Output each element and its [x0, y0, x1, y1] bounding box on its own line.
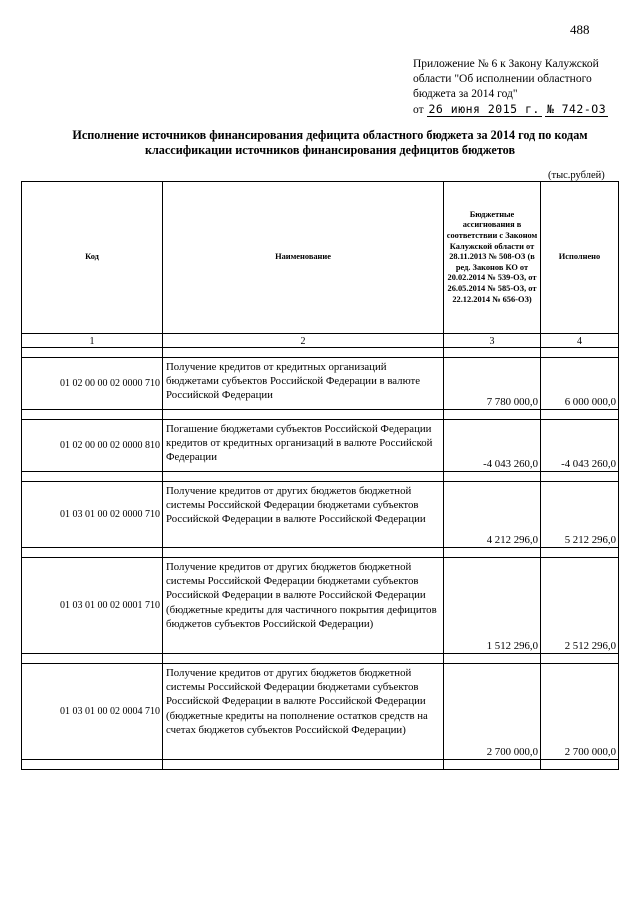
row-executed: 2 700 000,0 — [541, 664, 619, 760]
appendix-number: № 742-ОЗ — [546, 102, 607, 116]
row-budget: 4 212 296,0 — [444, 482, 541, 548]
column-number: 1 — [22, 334, 163, 348]
appendix-date-line — [413, 102, 623, 118]
table-row — [22, 358, 619, 410]
row-name: Получение кредитов от других бюджетов бюджетной системы Российской Федерации бюджетами субъектов Российской Федерации в валюте Российской Федерации (бюджетные кредиты на пополнение остатков средств на счетах бюджетов субъектов Российской Федерации) — [163, 664, 444, 760]
spacer-row — [22, 410, 619, 420]
row-executed: 6 000 000,0 — [541, 358, 619, 410]
header-budget: Бюджетные ассигнования в соответствии с Законом Калужской области от 28.11.2013 № 508-ОЗ (в ред. Законов КО от 20.02.2014 № 539-ОЗ, от 26.05.2014 № 585-ОЗ, от 22.12.2014 № 656-ОЗ) — [444, 182, 541, 334]
unit-label: (тыс.рублей) — [548, 170, 605, 181]
row-executed: 5 212 296,0 — [541, 482, 619, 548]
column-number: 4 — [541, 334, 619, 348]
spacer-row — [22, 348, 619, 358]
appendix-from-label: от — [413, 104, 424, 116]
sources-table — [21, 181, 619, 770]
header-code: Код — [22, 182, 163, 334]
appendix-line-2: области "Об исполнении областного — [413, 73, 592, 85]
row-name: Получение кредитов от других бюджетов бюджетной системы Российской Федерации бюджетами субъектов Российской Федерации в валюте Российской Федерации — [163, 482, 444, 548]
page-number: 488 — [570, 22, 590, 37]
table-row — [22, 664, 619, 760]
title-line-2: классификации источников финансирования дефицитов бюджетов — [144, 143, 516, 157]
document-title — [40, 128, 620, 158]
row-code: 01 02 00 00 02 0000 810 — [22, 420, 163, 472]
row-code: 01 03 01 00 02 0000 710 — [22, 482, 163, 548]
row-code: 01 03 01 00 02 0004 710 — [22, 664, 163, 760]
title-line-1: Исполнение источников финансирования дефицита областного бюджета за 2014 год по кодам — [72, 128, 588, 142]
row-code: 01 02 00 00 02 0000 710 — [22, 358, 163, 410]
row-name: Получение кредитов от кредитных организаций бюджетами субъектов Российской Федерации в валюте Российской Федерации — [163, 358, 444, 410]
row-code: 01 03 01 00 02 0001 710 — [22, 558, 163, 654]
spacer-row — [22, 654, 619, 664]
appendix-note — [413, 57, 623, 118]
table-row — [22, 420, 619, 472]
row-budget: -4 043 260,0 — [444, 420, 541, 472]
appendix-date: 26 июня 2015 г. — [428, 102, 540, 116]
row-name: Погашение бюджетами субъектов Российской Федерации кредитов от кредитных организаций в валюте Российской Федерации — [163, 420, 444, 472]
table-row — [22, 558, 619, 654]
row-budget: 1 512 296,0 — [444, 558, 541, 654]
row-name: Получение кредитов от других бюджетов бюджетной системы Российской Федерации бюджетами субъектов Российской Федерации в валюте Российской Федерации (бюджетные кредиты для частичного покрытия дефицитов бюджетов субъектов Российской Федерации) — [163, 558, 444, 654]
spacer-row — [22, 472, 619, 482]
row-executed: -4 043 260,0 — [541, 420, 619, 472]
header-name: Наименование — [163, 182, 444, 334]
spacer-row — [22, 548, 619, 558]
row-budget: 2 700 000,0 — [444, 664, 541, 760]
column-number: 3 — [444, 334, 541, 348]
spacer-row — [22, 760, 619, 770]
header-executed: Исполнено — [541, 182, 619, 334]
column-number-row — [22, 334, 619, 348]
column-number: 2 — [163, 334, 444, 348]
row-executed: 2 512 296,0 — [541, 558, 619, 654]
header-row — [22, 182, 619, 334]
appendix-line-1: Приложение № 6 к Закону Калужской — [413, 58, 599, 70]
table-row — [22, 482, 619, 548]
row-budget: 7 780 000,0 — [444, 358, 541, 410]
appendix-line-3: бюджета за 2014 год" — [413, 88, 518, 100]
